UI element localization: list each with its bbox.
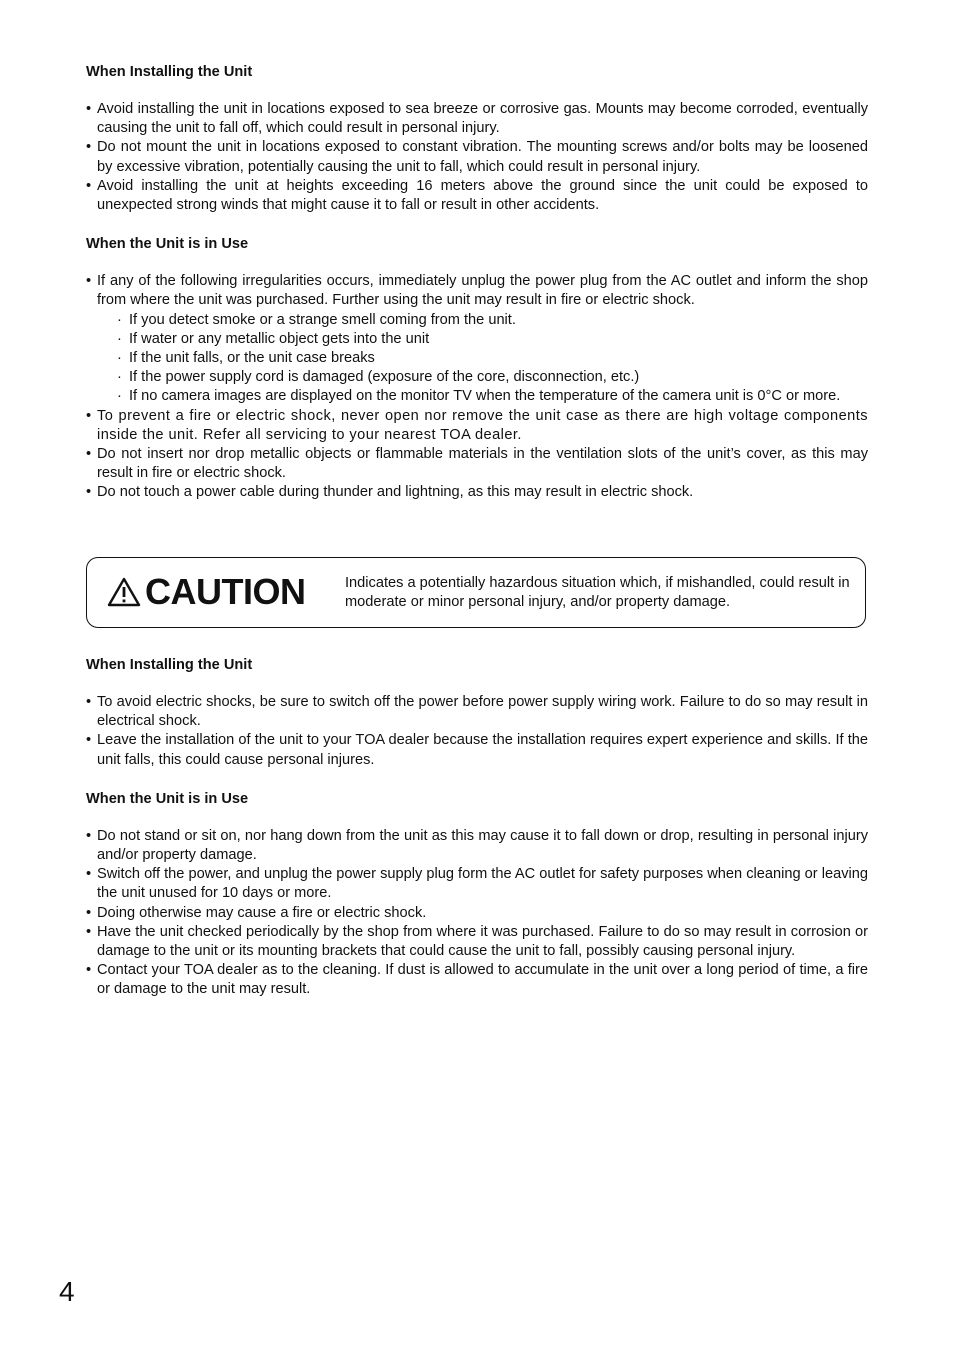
sublist-item: · If water or any metallic object gets into the unit (117, 330, 430, 347)
lower-content (86, 655, 868, 1000)
sublist-item-text: If water or any metallic object gets into the unit (129, 330, 430, 347)
bullet-list (86, 407, 868, 503)
list-item: • Do not stand or sit on, nor hang down from the unit as this may cause it to fall down or drop, resulting in personal injury and/or property damage. (86, 827, 868, 865)
sublist-item-text: If no camera images are displayed on the monitor TV when the temperature of the camera unit is 0°C or more. (129, 388, 841, 405)
caution-box (86, 557, 866, 628)
section-heading: When the Unit is in Use (86, 236, 249, 253)
irregularities-sublist (86, 311, 868, 407)
section-in-use-warning (86, 234, 868, 502)
section-installing-warning (86, 62, 868, 215)
list-item: • Do not mount the unit in locations exposed to constant vibration. The mounting screws and/or bolts may be loosened by excessive vibration, potentially causing the unit to fall, which could result in personal injury. (86, 138, 868, 176)
caution-description: Indicates a potentially hazardous situation which, if mishandled, could result in moderate or minor personal injury, and/or property damage. (345, 575, 850, 611)
sublist-item-text: If the power supply cord is damaged (exposure of the core, disconnection, etc.) (129, 369, 640, 386)
warning-triangle-icon (107, 577, 141, 607)
list-item: • Leave the installation of the unit to your TOA dealer because the installation requires expert experience and skills. If the unit falls, this could cause personal injures. (86, 731, 868, 769)
section-heading: When Installing the Unit (86, 64, 253, 80)
list-item: • Contact your TOA dealer as to the cleaning. If dust is allowed to accumulate in the unit over a long period of time, a fire or damage to the unit may result. (86, 961, 868, 999)
caution-title: CAUTION (145, 571, 306, 612)
list-item-text: If any of the following irregularities occurs, immediately unplug the power plug from the AC outlet and inform the shop from where the unit was purchased. Further using the unit may result in fire or electric shock. (97, 273, 868, 309)
list-item: • Avoid installing the unit in locations exposed to sea breeze or corrosive gas. Mounts may become corroded, eventually causing the unit to fall off, which could result in personal injury. (86, 100, 868, 138)
sublist-item: · If you detect smoke or a strange smell coming from the unit. (117, 311, 516, 328)
list-item: • Switch off the power, and unplug the power supply plug form the AC outlet for safety purposes when cleaning or leaving the unit unused for 10 days or more. (86, 865, 868, 903)
bullet-list (86, 100, 868, 215)
list-item: • To avoid electric shocks, be sure to switch off the power before power supply wiring work. Failure to do so may result in electrical shock. (86, 693, 868, 731)
list-item: • Doing otherwise may cause a fire or electric shock. (86, 904, 868, 923)
list-item (86, 272, 868, 310)
bullet-list (86, 827, 868, 1000)
section-heading: When Installing the Unit (86, 657, 253, 673)
upper-content (86, 62, 868, 503)
bullet-list (86, 272, 868, 310)
caution-label (107, 572, 306, 612)
section-in-use-caution (86, 789, 868, 1000)
spacer (86, 215, 868, 234)
section-heading: When the Unit is in Use (86, 790, 249, 807)
page-number: 4 (59, 1276, 75, 1307)
list-item: • Do not touch a power cable during thunder and lightning, as this may result in electric shock. (86, 483, 868, 502)
sublist-item-text: If you detect smoke or a strange smell coming from the unit. (129, 311, 516, 328)
sublist-item-text: If the unit falls, or the unit case breaks (129, 350, 375, 367)
sublist-item: · If the power supply cord is damaged (exposure of the core, disconnection, etc.) (117, 369, 640, 386)
list-item: • Avoid installing the unit at heights exceeding 16 meters above the ground since the unit could be exposed to unexpected strong winds that might cause it to fall or result in other accidents. (86, 177, 868, 215)
spacer (86, 770, 868, 789)
list-item: • Have the unit checked periodically by the shop from where it was purchased. Failure to do so may result in corrosion or damage to the unit or its mounting brackets that could cause the unit to fall, possibly causing personal injury. (86, 923, 868, 961)
sublist-item: · If the unit falls, or the unit case breaks (117, 350, 375, 367)
list-item: • Do not insert nor drop metallic objects or flammable materials in the ventilation slots of the unit’s cover, as this may result in fire or electric shock. (86, 445, 868, 483)
bullet-list (86, 693, 868, 770)
section-installing-caution (86, 655, 868, 770)
sublist-item: · If no camera images are displayed on the monitor TV when the temperature of the camera unit is 0°C or more. (117, 388, 841, 405)
list-item: • To prevent a fire or electric shock, never open nor remove the unit case as there are high voltage components inside the unit. Refer all servicing to your nearest TOA dealer. (86, 407, 868, 445)
